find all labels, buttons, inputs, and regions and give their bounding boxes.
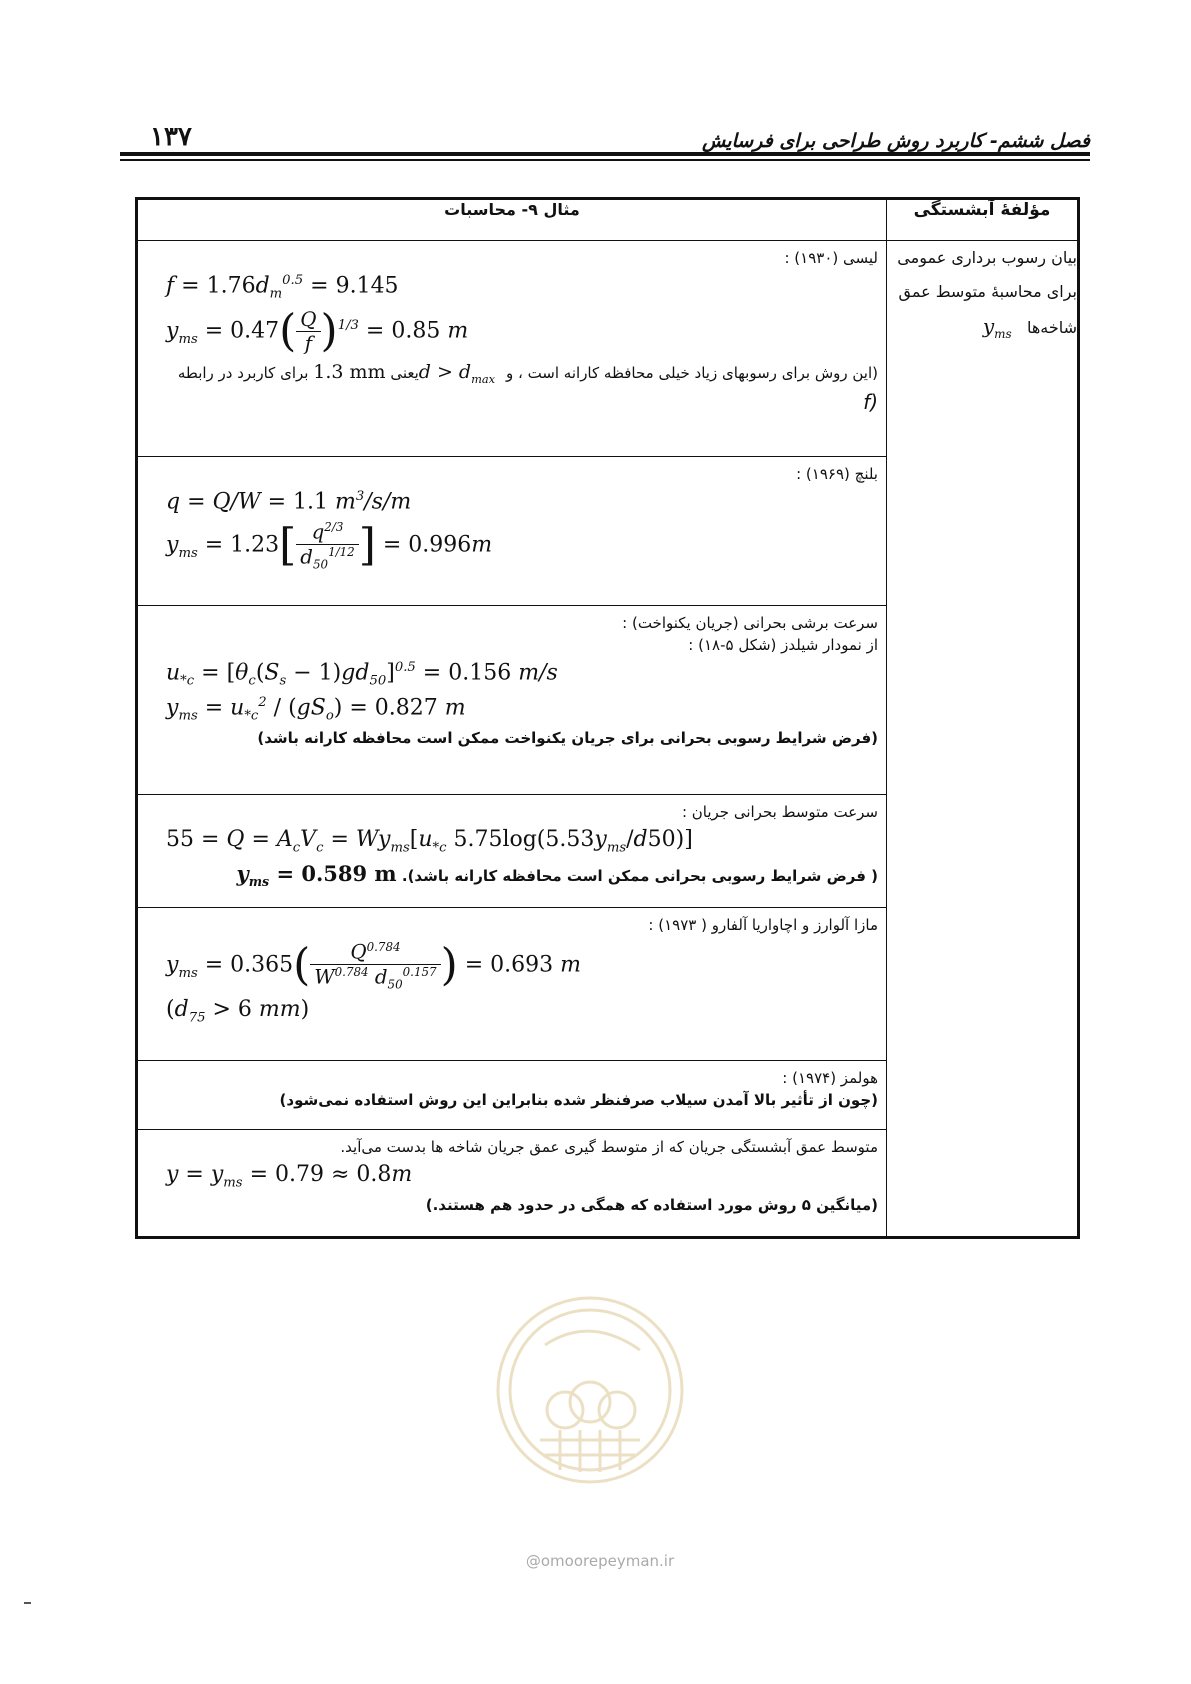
scour-calculation-table	[135, 197, 1080, 1239]
critical-shear-note: (فرض شرایط رسوبی بحرانی برای جریان یکنواخت ممکن است محافظه کارانه باشد)	[257, 729, 878, 748]
critical-shear-equation-yms: $y_{ms} = u_{*c}^2 / (gS_o) = 0.827$ m	[166, 694, 466, 724]
lacey-equation-yms: $y_{ms} = 0.47$( $\frac{Q}{f}$ )$^{1/3}$ = 0.85 m	[166, 305, 469, 357]
blench-equation-q: q = Q/W = 1.1 $m^3/s/m$	[166, 489, 412, 515]
column-header-calculations: مثال ۹- محاسبات	[137, 199, 887, 241]
section-critical-mean	[137, 795, 887, 908]
page-header	[120, 118, 1090, 164]
critical-mean-title: سرعت متوسط بحرانی جریان :	[681, 803, 878, 821]
watermark-logo	[490, 1290, 690, 1490]
average-title: متوسط عمق آبشستگی جریان که از متوسط گیری عمق جریان شاخه ها بدست می‌آید.	[340, 1138, 878, 1156]
header-rule-thin	[120, 159, 1090, 161]
average-equation: $y = y_{ms} = 0.79 \approx 0.8m$	[166, 1162, 413, 1191]
component-label-cell	[887, 241, 1079, 1238]
section-average	[137, 1130, 887, 1238]
watermark-text: @omoorepeyman.ir	[525, 1552, 675, 1570]
holmes-note: (چون از تأثیر بالا آمدن سیلاب صرفنظر شده بنابراین این روش استفاده نمی‌شود)	[279, 1091, 878, 1109]
column-header-component: مؤلفهٔ آبشستگی	[887, 199, 1079, 241]
section-maza-alvarez	[137, 908, 887, 1061]
margin-mark	[24, 1602, 31, 1604]
critical-shear-title: سرعت برشی بحرانی (جریان یکنواخت) :	[622, 614, 878, 632]
average-note: (میانگین ۵ روش مورد استفاده که همگی در حدود هم هستند.)	[425, 1196, 878, 1215]
page-number: ۱۳۷	[150, 122, 192, 152]
critical-shear-equation-u: $u_{*c} = [\theta_c(S_s - 1)gd_{50}]^{0.5} = 0.156$ m/s	[166, 660, 558, 689]
chapter-title: فصل ششم- کاربرد روش طراحی برای فرسایش	[702, 130, 1090, 152]
header-rule-thick	[120, 152, 1090, 156]
holmes-title: هولمز (۱۹۷۴) :	[782, 1069, 878, 1087]
section-lacey	[137, 241, 887, 457]
maza-title: مازا آلوارز و اچاواریا آلفارو ( ۱۹۷۳) :	[648, 916, 878, 934]
critical-mean-equation: $55 = Q = A_cV_c = Wy_{ms}[u_{*c}$ $5.75\log(5.53y_{ms}/d50)$]	[166, 827, 693, 856]
lacey-note-end: (f	[863, 389, 878, 414]
section-blench	[137, 457, 887, 606]
critical-shear-subtitle: از نمودار شیلدز (شکل ۵-۱۸) :	[688, 636, 878, 654]
lacey-equation-f: $f = 1.76d_m^{0.5} = 9.145$	[166, 273, 399, 302]
section-critical-shear	[137, 606, 887, 795]
lacey-note: (این روش برای رسوبهای زیاد خیلی محافظه کارانه است ، و $d > d_{max}$ یعنی 1.3 mm برای کاربرد در رابطه	[177, 360, 878, 386]
blench-title: بلنچ (۱۹۶۹) :	[796, 465, 878, 483]
blench-equation-yms: $y_{ms} = 1.23$[ $\frac{q^{2/3}}{d_{50}^{1/12}}$ ] = 0.996m	[166, 519, 493, 572]
component-label-line3: شاخه‌ها $y_{ms}$	[982, 314, 1077, 341]
lacey-title: لیسی (۱۹۳۰) :	[784, 249, 878, 267]
component-label-line1: بیان رسوب برداری عمومی	[897, 248, 1077, 267]
maza-equation-yms: $y_{ms} = 0.365$( $\frac{Q^{0.784}}{W^{0.784} d_{50}^{0.157}}$ ) = 0.693 m	[166, 939, 582, 992]
maza-condition: ($d_{75} > 6$ mm)	[166, 997, 310, 1026]
critical-mean-note: ( فرض شرایط رسوبی بحرانی ممکن است محافظه کارانه باشد). $y_{ms} = 0.589$ m	[236, 861, 878, 890]
section-holmes	[137, 1061, 887, 1130]
component-label-line2: برای محاسبهٔ متوسط عمق	[898, 282, 1077, 301]
